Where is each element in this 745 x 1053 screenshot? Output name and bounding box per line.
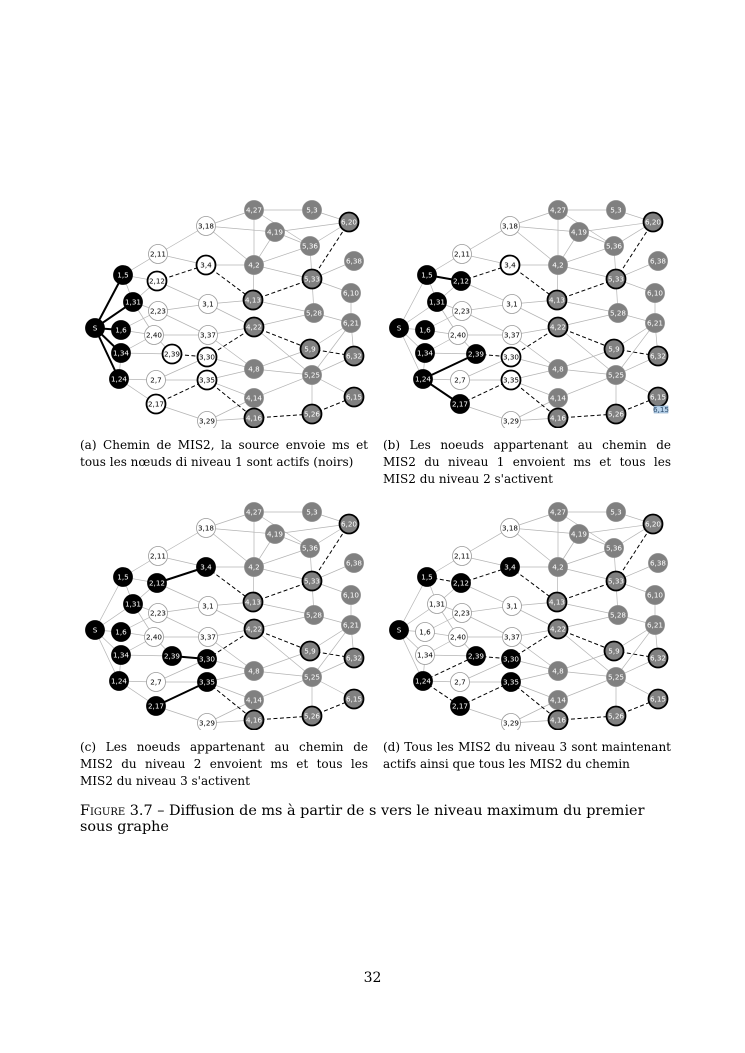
node-label: 5,3 xyxy=(306,507,318,517)
node-label: 3,4 xyxy=(504,562,516,572)
node-label: 5,26 xyxy=(303,409,321,419)
node-label: 3,4 xyxy=(504,260,516,270)
node-label: 5,26 xyxy=(607,409,625,419)
node-label: 3,30 xyxy=(502,352,520,362)
graph-b xyxy=(382,198,674,428)
node-label: 3,4 xyxy=(200,260,212,270)
node-label: 4,16 xyxy=(245,715,263,725)
node-label: S xyxy=(396,323,402,333)
node-label: 3,37 xyxy=(503,632,521,642)
node-label: 5,33 xyxy=(607,274,625,284)
node-label: 4,14 xyxy=(549,695,567,705)
node-label: 1,31 xyxy=(428,297,446,307)
node-label: 5,3 xyxy=(610,507,622,517)
node-label: 1,24 xyxy=(414,676,432,686)
node-label: 4,16 xyxy=(549,413,567,423)
node-label: 4,14 xyxy=(549,393,567,403)
node-label: 4,22 xyxy=(549,322,567,332)
node-label: 4,8 xyxy=(552,364,564,374)
caption-b: (b) Les noeuds appartenant au chemin de MIS2 du niveau 1 envoient ms et tous les MIS2 du niveau 2 s'activent xyxy=(383,438,671,486)
node-label: 2,7 xyxy=(150,375,162,385)
node-label: 4,22 xyxy=(549,624,567,634)
node-label: 3,35 xyxy=(502,375,520,385)
node-label: 3,1 xyxy=(202,601,214,611)
node-label: 4,27 xyxy=(549,507,567,517)
node-label: 6,38 xyxy=(649,256,667,266)
node-label: 4,8 xyxy=(248,364,260,374)
figure-caption xyxy=(80,803,680,835)
node-label: 6,21 xyxy=(646,318,664,328)
node-label: 1,34 xyxy=(112,348,130,358)
panel-d xyxy=(382,500,674,730)
node-label: 3,18 xyxy=(501,221,519,231)
node-label: 5,33 xyxy=(607,576,625,586)
node-label: 6,21 xyxy=(342,318,360,328)
node-label: 4,14 xyxy=(245,393,263,403)
graph-a xyxy=(78,198,370,428)
node-label: 4,19 xyxy=(570,227,588,237)
node-label: 2,17 xyxy=(451,399,469,409)
node-label: 4,27 xyxy=(245,205,263,215)
node-label: 4,2 xyxy=(248,562,260,572)
node-label: 1,6 xyxy=(419,325,431,335)
node-label: 2,40 xyxy=(145,330,163,340)
edge xyxy=(206,226,275,232)
node-label: 2,7 xyxy=(454,375,466,385)
edge xyxy=(275,222,349,232)
node-label: 5,9 xyxy=(304,344,316,354)
node-label: 3,30 xyxy=(198,352,216,362)
node-label: 6,15 xyxy=(345,694,363,704)
node-label: 2,11 xyxy=(149,249,167,259)
node-label: 3,35 xyxy=(198,375,216,385)
node-label: 4,27 xyxy=(549,205,567,215)
node-label: 2,39 xyxy=(163,651,181,661)
node-label: S xyxy=(92,323,98,333)
node-label: 1,5 xyxy=(421,572,433,582)
node-label: 5,26 xyxy=(607,711,625,721)
node-label: 5,25 xyxy=(303,370,321,380)
node-label: 1,24 xyxy=(110,676,128,686)
node-label: 6,32 xyxy=(649,653,667,663)
panel-b xyxy=(382,198,674,428)
node-label: 3,1 xyxy=(202,299,214,309)
edge xyxy=(510,528,579,534)
node-label: 2,12 xyxy=(148,276,166,286)
node-label: 6,32 xyxy=(345,351,363,361)
node-label: 4,13 xyxy=(244,295,262,305)
node-label: 4,19 xyxy=(266,227,284,237)
node-label: 4,22 xyxy=(245,624,263,634)
node-label: 3,35 xyxy=(198,677,216,687)
node-label: 6,15 xyxy=(649,392,667,402)
node-label: 2,40 xyxy=(145,632,163,642)
node-label: 1,6 xyxy=(419,627,431,637)
node-label: 3,18 xyxy=(197,523,215,533)
node-label: 5,33 xyxy=(303,274,321,284)
node-label: 1,6 xyxy=(115,325,127,335)
caption-a: (a) Chemin de MIS2, la source envoie ms et tous les nœuds di niveau 1 sont actifs (noirs) xyxy=(80,438,368,469)
node-label: 5,25 xyxy=(303,672,321,682)
figure-text: – Diffusion de ms à partir de s vers le niveau maximum du premier sous graphe xyxy=(80,803,645,835)
node-label: 6,32 xyxy=(649,351,667,361)
node-label: 3,37 xyxy=(199,632,217,642)
node-label: 5,26 xyxy=(303,711,321,721)
figure-label: Figure 3.7 xyxy=(80,803,153,819)
node-label: 3,18 xyxy=(197,221,215,231)
node-label: 6,38 xyxy=(345,256,363,266)
node-label: 4,13 xyxy=(548,295,566,305)
node-label: 1,24 xyxy=(110,374,128,384)
node-label: 6,38 xyxy=(649,558,667,568)
page-number: 32 xyxy=(363,970,382,986)
node-label: 6,10 xyxy=(646,590,664,600)
node-label: 5,28 xyxy=(609,610,627,620)
node-label: 1,24 xyxy=(414,374,432,384)
node-label: 2,17 xyxy=(147,701,165,711)
node-label: 3,29 xyxy=(198,718,216,728)
node-label: 4,2 xyxy=(248,260,260,270)
node-label: 6,15 xyxy=(345,392,363,402)
graph-c xyxy=(78,500,370,730)
node-label: 5,36 xyxy=(605,241,623,251)
node-label: 6,10 xyxy=(646,288,664,298)
node-label: 3,35 xyxy=(502,677,520,687)
edge xyxy=(510,226,579,232)
node-label: 6,20 xyxy=(340,217,358,227)
node-label: 3,37 xyxy=(199,330,217,340)
node-label: 6,20 xyxy=(340,519,358,529)
edge xyxy=(579,524,653,534)
panel-a xyxy=(78,198,370,428)
node-label: 6,21 xyxy=(646,620,664,630)
node-label: 3,1 xyxy=(506,601,518,611)
node-label: 1,31 xyxy=(124,599,142,609)
node-label: 4,19 xyxy=(570,529,588,539)
node-label: 5,36 xyxy=(605,543,623,553)
node-label: 2,7 xyxy=(454,677,466,687)
node-label: 1,34 xyxy=(416,348,434,358)
node-label: 4,2 xyxy=(552,562,564,572)
node-label: 6,10 xyxy=(342,288,360,298)
highlight-tag-label: 6,15 xyxy=(652,405,670,414)
node-label: 6,20 xyxy=(644,519,662,529)
node-label: 2,23 xyxy=(453,608,471,618)
node-label: 5,33 xyxy=(303,576,321,586)
caption-d: (d) Tous les MIS2 du niveau 3 sont maintenant actifs ainsi que tous les MIS2 du chemin xyxy=(383,740,671,771)
edge xyxy=(275,524,349,534)
node-label: 1,5 xyxy=(421,270,433,280)
node-label: 2,23 xyxy=(453,306,471,316)
node-label: 4,13 xyxy=(244,597,262,607)
node-label: 2,23 xyxy=(149,306,167,316)
node-label: 1,34 xyxy=(416,650,434,660)
graph-d xyxy=(382,500,674,730)
node-label: 5,9 xyxy=(608,344,620,354)
node-label: 3,4 xyxy=(200,562,212,572)
node-label: 5,9 xyxy=(304,646,316,656)
node-label: 5,25 xyxy=(607,370,625,380)
node-label: 2,11 xyxy=(453,249,471,259)
node-label: 2,17 xyxy=(147,399,165,409)
node-label: 2,12 xyxy=(452,276,470,286)
node-label: 6,32 xyxy=(345,653,363,663)
node-label: 4,8 xyxy=(552,666,564,676)
node-label: 2,11 xyxy=(453,551,471,561)
node-label: S xyxy=(396,625,402,635)
node-label: 2,40 xyxy=(449,632,467,642)
node-label: 5,36 xyxy=(301,241,319,251)
node-label: 1,34 xyxy=(112,650,130,660)
node-label: 3,30 xyxy=(198,654,216,664)
node-label: 2,7 xyxy=(150,677,162,687)
node-label: 2,39 xyxy=(163,349,181,359)
node-label: 6,15 xyxy=(649,694,667,704)
node-label: 3,18 xyxy=(501,523,519,533)
node-label: 3,30 xyxy=(502,654,520,664)
node-label: 5,28 xyxy=(305,308,323,318)
node-label: 6,10 xyxy=(342,590,360,600)
node-label: 2,12 xyxy=(452,578,470,588)
node-label: 4,27 xyxy=(245,507,263,517)
node-label: 2,39 xyxy=(467,349,485,359)
node-label: 5,3 xyxy=(306,205,318,215)
panel-c xyxy=(78,500,370,730)
node-label: 4,16 xyxy=(245,413,263,423)
node-label: 3,29 xyxy=(502,718,520,728)
node-label: 3,1 xyxy=(506,299,518,309)
node-label: 2,40 xyxy=(449,330,467,340)
node-label: 2,17 xyxy=(451,701,469,711)
node-label: 5,36 xyxy=(301,543,319,553)
node-label: 6,21 xyxy=(342,620,360,630)
edge xyxy=(579,222,653,232)
node-label: 1,6 xyxy=(115,627,127,637)
node-label: 4,14 xyxy=(245,695,263,705)
node-label: 3,29 xyxy=(198,416,216,426)
node-label: 5,9 xyxy=(608,646,620,656)
node-label: 4,19 xyxy=(266,529,284,539)
node-label: 4,16 xyxy=(549,715,567,725)
node-label: 4,8 xyxy=(248,666,260,676)
node-label: 6,20 xyxy=(644,217,662,227)
node-label: 5,25 xyxy=(607,672,625,682)
node-label: 4,22 xyxy=(245,322,263,332)
node-label: S xyxy=(92,625,98,635)
node-label: 1,5 xyxy=(117,270,129,280)
node-label: 2,11 xyxy=(149,551,167,561)
node-label: 2,12 xyxy=(148,578,166,588)
caption-c: (c) Les noeuds appartenant au chemin de MIS2 du niveau 2 envoient ms et tous les MIS2 du niveau 3 s'activent xyxy=(80,740,368,788)
node-label: 4,13 xyxy=(548,597,566,607)
node-label: 1,31 xyxy=(124,297,142,307)
node-label: 1,5 xyxy=(117,572,129,582)
node-label: 5,3 xyxy=(610,205,622,215)
node-label: 1,31 xyxy=(428,599,446,609)
node-label: 2,23 xyxy=(149,608,167,618)
node-label: 6,38 xyxy=(345,558,363,568)
node-label: 3,37 xyxy=(503,330,521,340)
edge xyxy=(206,528,275,534)
node-label: 5,28 xyxy=(609,308,627,318)
node-label: 5,28 xyxy=(305,610,323,620)
node-label: 4,2 xyxy=(552,260,564,270)
node-label: 2,39 xyxy=(467,651,485,661)
node-label: 3,29 xyxy=(502,416,520,426)
